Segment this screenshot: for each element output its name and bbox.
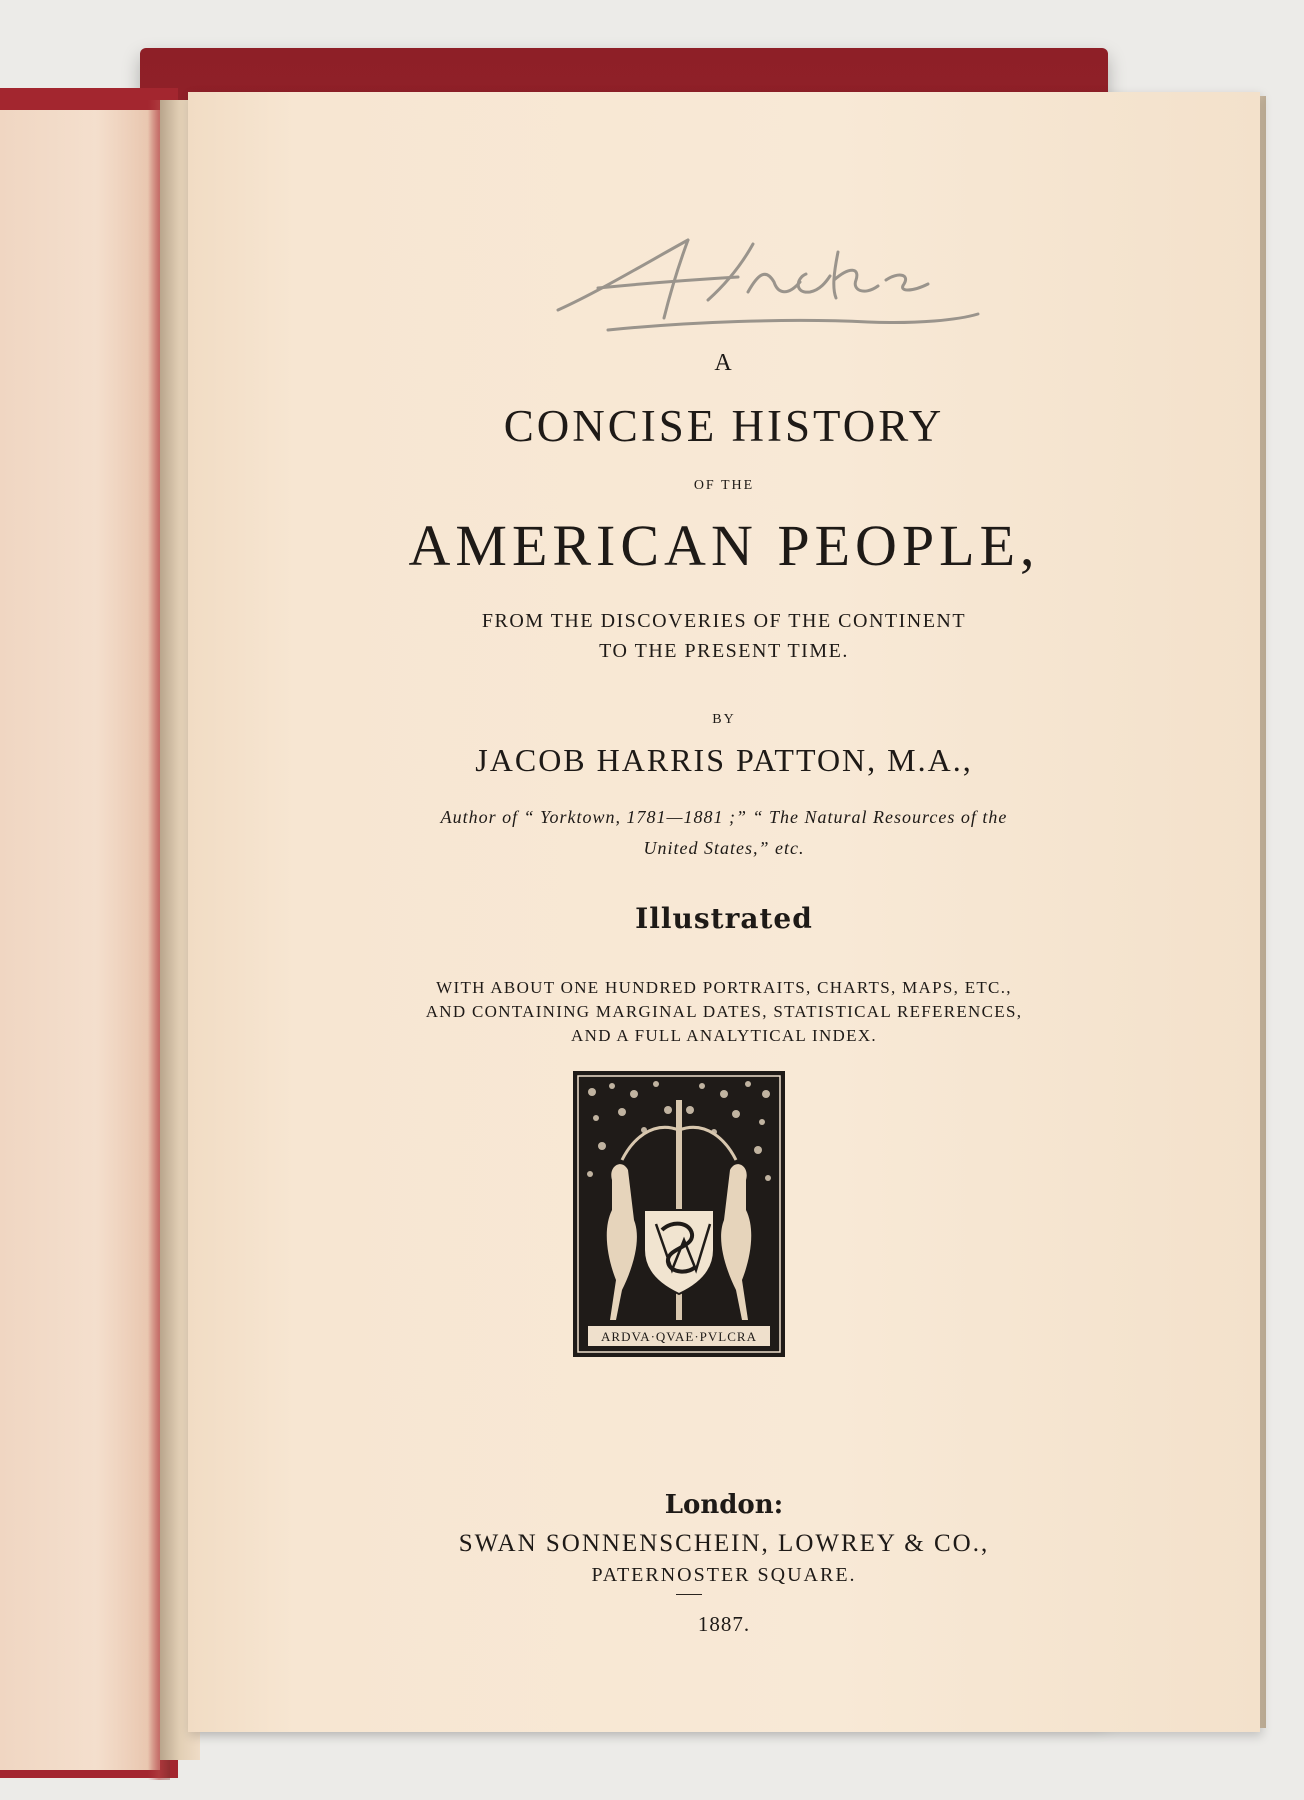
description-line-1: WITH ABOUT ONE HUNDRED PORTRAITS, CHARTS, MAPS, ETC.,	[436, 978, 1012, 997]
publisher-emblem-image	[572, 1070, 786, 1358]
publisher-address: PATERNOSTER SQUARE.	[591, 1564, 857, 1586]
front-endpaper	[0, 110, 160, 1770]
illustrated-heading: Illustrated	[635, 902, 813, 935]
description-line-3: AND A FULL ANALYTICAL INDEX.	[571, 1026, 877, 1045]
title-page	[188, 92, 1260, 1732]
title-article: A	[714, 350, 734, 376]
publication-place: London:	[664, 1490, 784, 1520]
subtitle-line-2: TO THE PRESENT TIME.	[599, 640, 849, 662]
handwritten-signature	[538, 222, 1058, 342]
author-credit-line-2: United States,” etc.	[643, 838, 805, 858]
divider-rule	[676, 1594, 702, 1595]
publication-year: 1887.	[697, 1612, 751, 1636]
publisher-name: SWAN SONNENSCHEIN, LOWREY & CO.,	[458, 1530, 990, 1557]
title-line-2: AMERICAN PEOPLE,	[408, 513, 1040, 578]
description-line-2: AND CONTAINING MARGINAL DATES, STATISTICAL REFERENCES,	[425, 1002, 1023, 1021]
emblem-motto: ARDVA·QVAE·PVLCRA	[601, 1329, 757, 1344]
title-line-1: CONCISE HISTORY	[503, 401, 945, 451]
author-name: JACOB HARRIS PATTON, M.A.,	[475, 742, 973, 778]
byline-label: BY	[712, 712, 736, 727]
subtitle-line-1: FROM THE DISCOVERIES OF THE CONTINENT	[481, 610, 967, 632]
author-credit-line-1: Author of “ Yorktown, 1781—1881 ;” “ The Natural Resources of the	[440, 807, 1008, 827]
title-connector: OF THE	[693, 478, 755, 493]
